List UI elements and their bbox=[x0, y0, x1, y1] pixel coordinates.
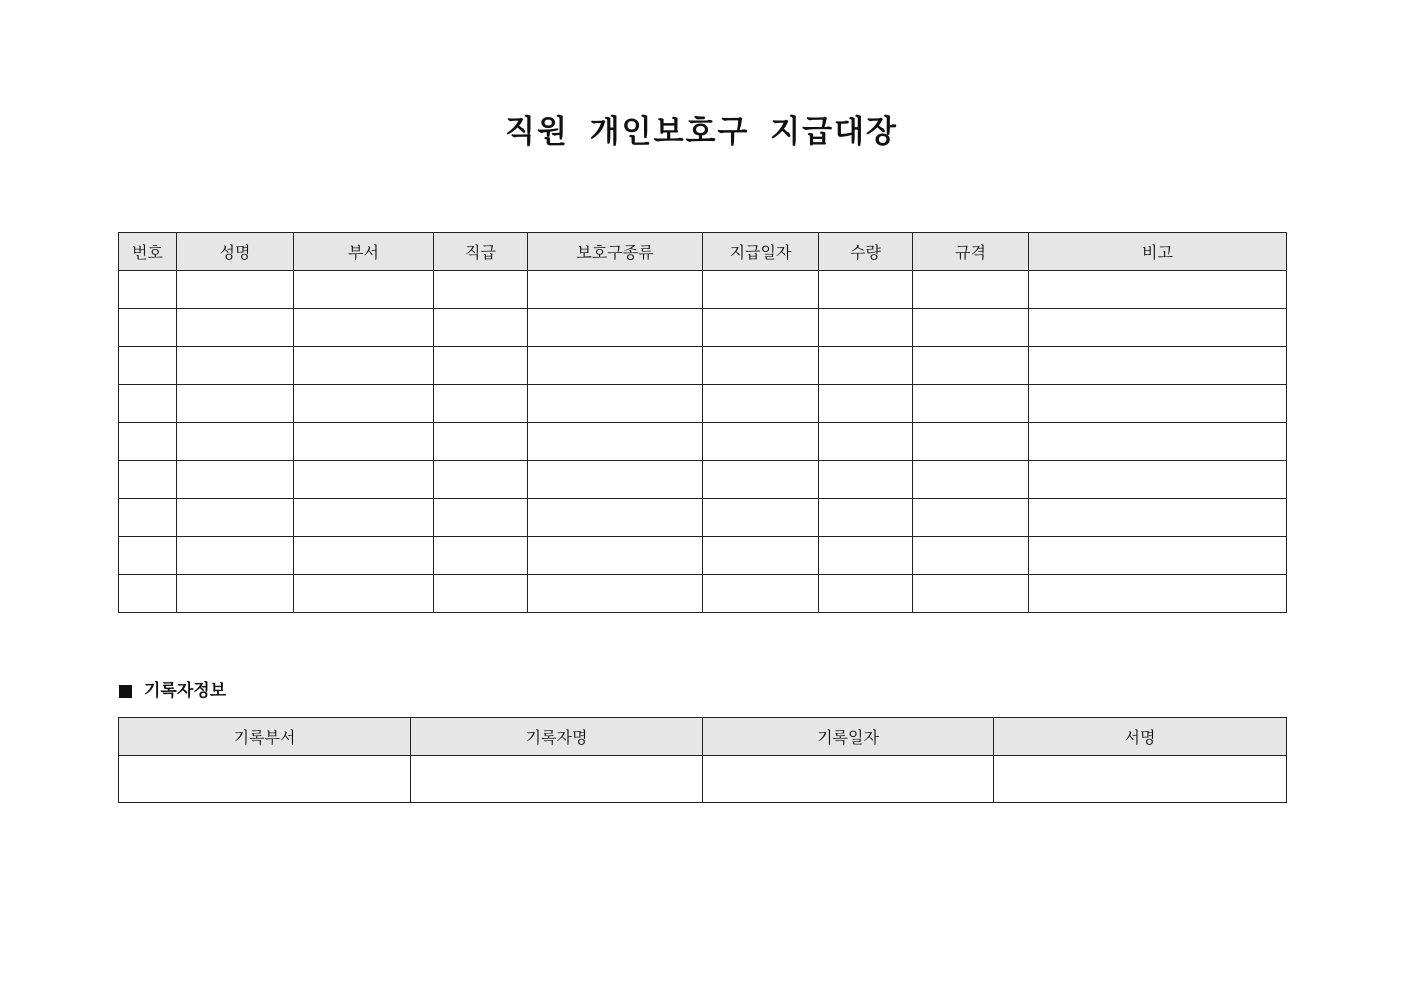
ppe-issue-table-body bbox=[119, 271, 1287, 613]
table-cell[interactable] bbox=[177, 537, 294, 575]
table-cell[interactable] bbox=[913, 499, 1029, 537]
col-header-remarks: 비고 bbox=[1029, 233, 1287, 271]
table-cell[interactable] bbox=[528, 499, 703, 537]
col-header-position: 직급 bbox=[434, 233, 528, 271]
table-cell[interactable] bbox=[434, 575, 528, 613]
table-cell[interactable] bbox=[819, 271, 913, 309]
recorder-input-row bbox=[119, 756, 1287, 803]
col-header-spec: 규격 bbox=[913, 233, 1029, 271]
table-cell[interactable] bbox=[294, 537, 434, 575]
col-header-quantity: 수량 bbox=[819, 233, 913, 271]
table-cell[interactable] bbox=[1029, 347, 1287, 385]
table-cell[interactable] bbox=[1029, 423, 1287, 461]
table-cell[interactable] bbox=[913, 385, 1029, 423]
table-cell[interactable] bbox=[177, 385, 294, 423]
table-cell[interactable] bbox=[1029, 537, 1287, 575]
table-cell[interactable] bbox=[528, 385, 703, 423]
table-cell[interactable] bbox=[703, 347, 819, 385]
table-cell[interactable] bbox=[119, 347, 177, 385]
table-row bbox=[119, 423, 1287, 461]
square-bullet-icon bbox=[119, 685, 132, 698]
table-cell[interactable] bbox=[703, 499, 819, 537]
record-department-cell[interactable] bbox=[119, 756, 411, 803]
table-cell[interactable] bbox=[294, 461, 434, 499]
table-cell[interactable] bbox=[434, 537, 528, 575]
table-cell[interactable] bbox=[119, 537, 177, 575]
table-cell[interactable] bbox=[177, 309, 294, 347]
table-cell[interactable] bbox=[913, 309, 1029, 347]
table-cell[interactable] bbox=[819, 461, 913, 499]
recorder-info-heading bbox=[119, 679, 226, 703]
col-header-equipment-type: 보호구종류 bbox=[528, 233, 703, 271]
table-cell[interactable] bbox=[294, 385, 434, 423]
col-header-record-department: 기록부서 bbox=[119, 718, 411, 756]
table-cell[interactable] bbox=[913, 575, 1029, 613]
table-cell[interactable] bbox=[177, 461, 294, 499]
ppe-issue-table bbox=[118, 232, 1287, 613]
table-cell[interactable] bbox=[528, 575, 703, 613]
table-cell[interactable] bbox=[1029, 461, 1287, 499]
record-date-cell[interactable] bbox=[703, 756, 994, 803]
col-header-record-date: 기록일자 bbox=[703, 718, 994, 756]
table-cell[interactable] bbox=[1029, 385, 1287, 423]
table-row bbox=[119, 347, 1287, 385]
table-cell[interactable] bbox=[294, 499, 434, 537]
col-header-name: 성명 bbox=[177, 233, 294, 271]
table-cell[interactable] bbox=[294, 347, 434, 385]
table-cell[interactable] bbox=[819, 575, 913, 613]
table-cell[interactable] bbox=[434, 271, 528, 309]
col-header-issue-date: 지급일자 bbox=[703, 233, 819, 271]
recorder-header-row bbox=[119, 718, 1287, 756]
table-cell[interactable] bbox=[119, 271, 177, 309]
table-cell[interactable] bbox=[528, 423, 703, 461]
table-cell[interactable] bbox=[913, 461, 1029, 499]
table-cell[interactable] bbox=[528, 537, 703, 575]
table-cell[interactable] bbox=[528, 347, 703, 385]
table-cell[interactable] bbox=[819, 537, 913, 575]
table-cell[interactable] bbox=[528, 309, 703, 347]
table-row bbox=[119, 271, 1287, 309]
table-cell[interactable] bbox=[434, 423, 528, 461]
recorder-name-cell[interactable] bbox=[411, 756, 703, 803]
table-cell[interactable] bbox=[119, 309, 177, 347]
table-cell[interactable] bbox=[434, 499, 528, 537]
table-cell[interactable] bbox=[1029, 499, 1287, 537]
table-cell[interactable] bbox=[703, 271, 819, 309]
table-cell[interactable] bbox=[703, 423, 819, 461]
table-row bbox=[119, 575, 1287, 613]
table-cell[interactable] bbox=[294, 423, 434, 461]
table-cell[interactable] bbox=[528, 271, 703, 309]
table-row bbox=[119, 461, 1287, 499]
table-cell[interactable] bbox=[177, 271, 294, 309]
table-row bbox=[119, 385, 1287, 423]
table-cell[interactable] bbox=[1029, 575, 1287, 613]
table-cell[interactable] bbox=[913, 423, 1029, 461]
table-cell[interactable] bbox=[119, 461, 177, 499]
signature-cell[interactable] bbox=[994, 756, 1287, 803]
table-cell[interactable] bbox=[703, 461, 819, 499]
col-header-department: 부서 bbox=[294, 233, 434, 271]
table-row bbox=[119, 309, 1287, 347]
col-header-number: 번호 bbox=[119, 233, 177, 271]
table-cell[interactable] bbox=[1029, 309, 1287, 347]
page-title: 직원 개인보호구 지급대장 bbox=[505, 114, 898, 150]
table-cell[interactable] bbox=[177, 423, 294, 461]
col-header-recorder-name: 기록자명 bbox=[411, 718, 703, 756]
col-header-signature: 서명 bbox=[994, 718, 1287, 756]
table-cell[interactable] bbox=[434, 347, 528, 385]
recorder-info-heading-label: 기록자정보 bbox=[144, 681, 227, 701]
table-cell[interactable] bbox=[434, 385, 528, 423]
table-cell[interactable] bbox=[1029, 271, 1287, 309]
table-cell[interactable] bbox=[119, 385, 177, 423]
table-cell[interactable] bbox=[434, 309, 528, 347]
table-header-row bbox=[119, 233, 1287, 271]
table-cell[interactable] bbox=[294, 271, 434, 309]
table-cell[interactable] bbox=[703, 309, 819, 347]
table-cell[interactable] bbox=[819, 423, 913, 461]
table-cell[interactable] bbox=[119, 575, 177, 613]
table-cell[interactable] bbox=[177, 347, 294, 385]
table-cell[interactable] bbox=[703, 575, 819, 613]
table-cell[interactable] bbox=[119, 423, 177, 461]
table-cell[interactable] bbox=[819, 499, 913, 537]
table-cell[interactable] bbox=[819, 385, 913, 423]
table-cell[interactable] bbox=[913, 347, 1029, 385]
table-cell[interactable] bbox=[913, 271, 1029, 309]
table-row bbox=[119, 499, 1287, 537]
table-cell[interactable] bbox=[703, 385, 819, 423]
table-cell[interactable] bbox=[177, 575, 294, 613]
recorder-info-table bbox=[118, 717, 1287, 803]
table-cell[interactable] bbox=[294, 575, 434, 613]
table-row bbox=[119, 537, 1287, 575]
table-cell[interactable] bbox=[294, 309, 434, 347]
table-cell[interactable] bbox=[819, 347, 913, 385]
table-cell[interactable] bbox=[703, 537, 819, 575]
table-cell[interactable] bbox=[119, 499, 177, 537]
table-cell[interactable] bbox=[177, 499, 294, 537]
table-cell[interactable] bbox=[913, 537, 1029, 575]
table-cell[interactable] bbox=[434, 461, 528, 499]
table-cell[interactable] bbox=[528, 461, 703, 499]
table-cell[interactable] bbox=[819, 309, 913, 347]
